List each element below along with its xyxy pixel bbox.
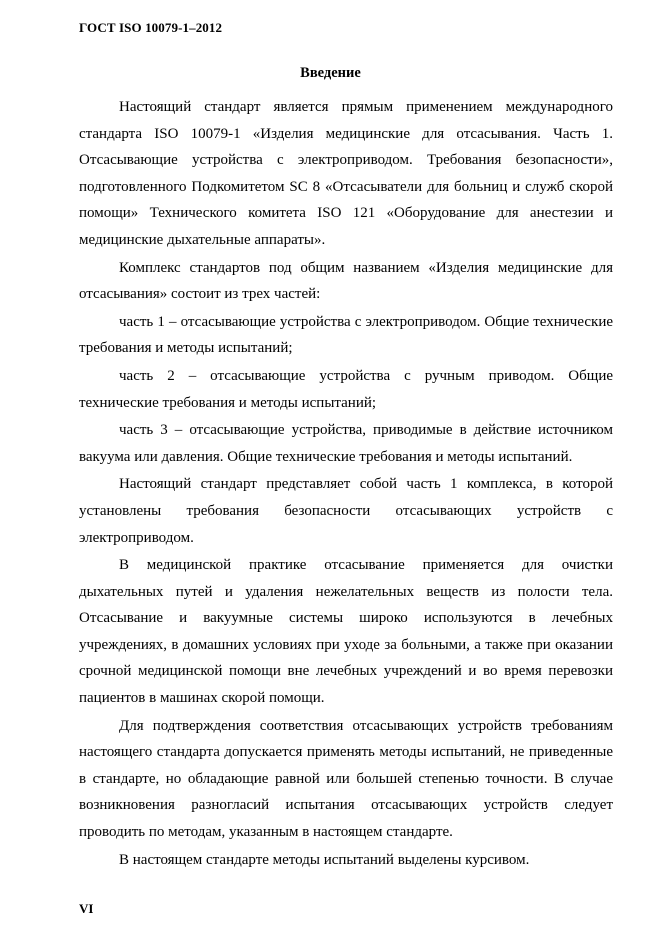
section-title: Введение	[300, 65, 361, 81]
document-body	[79, 94, 613, 873]
paragraph-complex: Комплекс стандартов под общим названием «Изделия медицинские для отсасывания» состоит из трех частей:	[79, 259, 613, 303]
paragraph-part-2: часть 2 – отсасывающие устройства с ручным приводом. Общие технические требования и методы испытаний;	[79, 367, 613, 411]
page-number: VI	[79, 901, 94, 916]
paragraph-part-3: часть 3 – отсасывающие устройства, приводимые в действие источником вакуума или давления. Общие технические требования и методы испытаний.	[79, 422, 613, 465]
document-header: ГОСТ ISO 10079-1–2012	[79, 20, 223, 35]
paragraph-conformity: Для подтверждения соответствия отсасывающих устройств требованиям настоящего стандарта допускается применять методы испытаний, не приведенные в стандарте, но обладающие равной или большей степенью точности. В случае возникновения разногласий испытания отсасывающих устройств следует проводить по методам, указанным в настоящем стандарте.	[79, 717, 613, 841]
paragraph-intro: Настоящий стандарт является прямым применением международного стандарта ISO 10079-1 «Изделия медицинские для отсасывания. Часть 1. Отсасывающие устройства с электроприводом. Требования безопасности», подготовленного Подкомитетом SC 8 «Отсасыватели для больниц и служб скорой помощи» Технического комитета ISO 121 «Оборудование для анестезии и медицинские дыхательные аппараты».	[79, 99, 613, 248]
paragraph-italic-note: В настоящем стандарте методы испытаний выделены курсивом.	[119, 851, 530, 868]
paragraph-part-1: часть 1 – отсасывающие устройства с электроприводом. Общие технические требования и методы испытаний;	[79, 313, 613, 357]
paragraph-scope: Настоящий стандарт представляет собой часть 1 комплекса, в которой установлены требования безопасности отсасывающих устройств с электроприводом.	[79, 476, 613, 546]
paragraph-practice: В медицинской практике отсасывание применяется для очистки дыхательных путей и удаления нежелательных веществ из полости тела. Отсасывание и вакуумные системы широко используются в лечебных учреждениях, в домашних условиях при уходе за больными, а также при оказании срочной медицинской помощи вне лечебных учреждений и во время перевозки пациентов в машинах скорой помощи.	[79, 557, 613, 707]
